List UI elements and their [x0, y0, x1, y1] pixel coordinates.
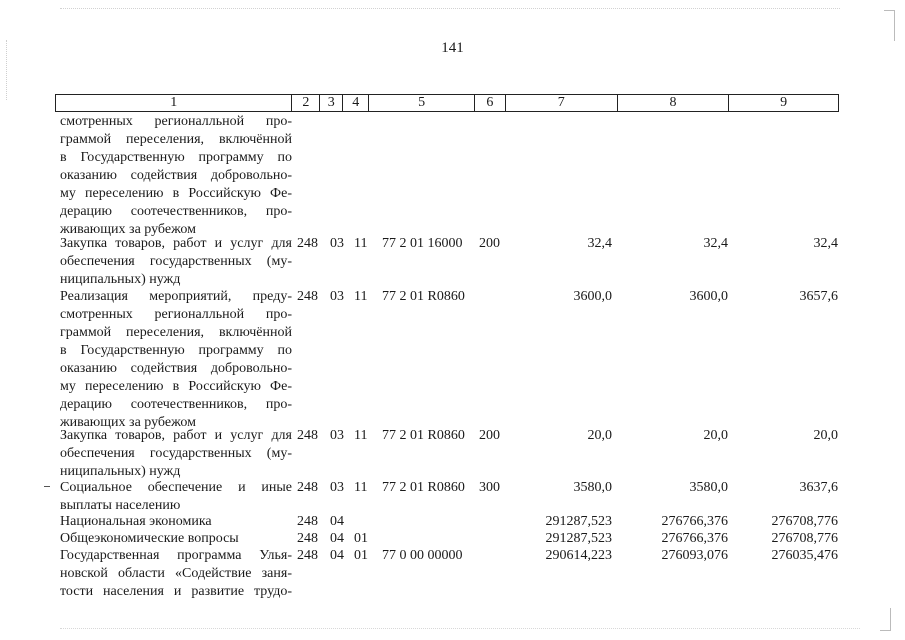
code-section: 03 [330, 428, 344, 443]
amount-col-8: 276766,376 [661, 514, 728, 529]
description-line: Общеэкономические вопросы [60, 531, 239, 546]
code-target-item: 77 2 01 R0860 [382, 428, 465, 443]
description-line: Социальное обеспечение и иные [60, 480, 292, 495]
code-section: 03 [330, 236, 344, 251]
code-section: 04 [330, 548, 344, 563]
description-line: обеспечения государственных (му- [60, 446, 292, 461]
description-line: выплаты населению [60, 498, 181, 513]
code-section: 04 [330, 531, 344, 546]
amount-col-7: 3580,0 [573, 480, 612, 495]
code-subsection: 11 [354, 480, 368, 495]
amount-col-8: 276766,376 [661, 531, 728, 546]
code-subsection: 01 [354, 548, 368, 563]
amount-col-7: 3600,0 [573, 289, 612, 304]
amount-col-7: 291287,523 [545, 514, 612, 529]
description-line: Национальная экономика [60, 514, 212, 529]
scan-corner-bottom-right [880, 608, 891, 631]
code-subsection: 11 [354, 289, 368, 304]
header-col-2: 2 [292, 95, 320, 111]
header-col-3: 3 [320, 95, 343, 111]
code-target-item: 77 2 01 R0860 [382, 289, 465, 304]
amount-col-8: 32,4 [703, 236, 728, 251]
code-admin: 248 [297, 480, 318, 495]
code-expense-type: 300 [479, 480, 500, 495]
code-target-item: 77 2 01 R0860 [382, 480, 465, 495]
header-col-9: 9 [780, 95, 788, 110]
description-line: Закупка товаров, работ и услуг для [60, 236, 292, 251]
description-line: дерацию соотечественников, про- [60, 204, 292, 219]
code-admin: 248 [297, 531, 318, 546]
description-line: обеспечения государственных (му- [60, 254, 292, 269]
amount-col-7: 20,0 [587, 428, 612, 443]
header-col-8: 8 [618, 95, 730, 111]
description-line: граммой переселения, включённой [60, 132, 292, 147]
amount-col-7: 32,4 [587, 236, 612, 251]
amount-col-9: 276708,776 [771, 531, 838, 546]
description-line: ниципальных) нужд [60, 272, 181, 287]
code-admin: 248 [297, 548, 318, 563]
description-line: дерацию соотечественников, про- [60, 397, 292, 412]
description-line: в Государственную программу по [60, 343, 292, 358]
margin-mark [44, 486, 50, 487]
description-line: живающих за рубежом [60, 222, 196, 237]
description-line: оказанию содействия добровольно- [60, 361, 292, 376]
scan-edge-top [60, 8, 840, 9]
code-target-item: 77 0 00 00000 [382, 548, 463, 563]
header-col-7: 7 [506, 95, 618, 111]
amount-col-9: 3657,6 [799, 289, 838, 304]
amount-col-8: 3580,0 [689, 480, 728, 495]
amount-col-8: 3600,0 [689, 289, 728, 304]
amount-col-7: 291287,523 [545, 531, 612, 546]
row-description [60, 235, 292, 289]
description-line: Государственная программа Улья- [60, 548, 292, 563]
code-section: 03 [330, 480, 344, 495]
description-line: смотренных регионалльной про- [60, 307, 292, 322]
description-line: тости населения и развитие трудо- [60, 584, 292, 599]
code-subsection: 01 [354, 531, 368, 546]
code-admin: 248 [297, 289, 318, 304]
description-line: Реализация мероприятий, преду- [60, 289, 292, 304]
description-line: новской области «Содействие заня- [60, 566, 292, 581]
code-expense-type: 200 [479, 236, 500, 251]
row-description [60, 530, 292, 547]
amount-col-9: 3637,6 [799, 480, 838, 495]
code-expense-type: 200 [479, 428, 500, 443]
description-line: му переселению в Российскую Фе- [60, 186, 292, 201]
code-section: 03 [330, 289, 344, 304]
code-section: 04 [330, 514, 344, 529]
description-line: живающих за рубежом [60, 415, 196, 430]
description-line: му переселению в Российскую Фе- [60, 379, 292, 394]
row-description [60, 427, 292, 481]
code-admin: 248 [297, 428, 318, 443]
amount-col-9: 32,4 [813, 236, 838, 251]
description-line: Закупка товаров, работ и услуг для [60, 428, 292, 443]
description-line: смотренных регионалльной про- [60, 114, 292, 129]
header-col-6: 6 [475, 95, 506, 111]
amount-col-8: 276093,076 [661, 548, 728, 563]
code-target-item: 77 2 01 16000 [382, 236, 463, 251]
row-description [60, 513, 292, 530]
amount-col-7: 290614,223 [545, 548, 612, 563]
row-description [60, 479, 292, 515]
amount-col-9: 20,0 [813, 428, 838, 443]
row-description [60, 113, 292, 239]
table-header [55, 94, 839, 112]
scan-edge-bottom [60, 628, 860, 629]
row-description [60, 547, 292, 601]
row-description [60, 288, 292, 432]
amount-col-9: 276035,476 [771, 548, 838, 563]
header-col-1: 1 [56, 95, 292, 111]
scan-corner-top-right [884, 10, 895, 41]
code-subsection: 11 [354, 428, 368, 443]
code-admin: 248 [297, 514, 318, 529]
header-col-5: 5 [369, 95, 475, 111]
description-line: ниципальных) нужд [60, 464, 181, 479]
header-col-4: 4 [343, 95, 369, 111]
description-line: оказанию содействия добровольно- [60, 168, 292, 183]
page-number: 141 [441, 40, 464, 56]
description-line: граммой переселения, включённой [60, 325, 292, 340]
description-line: в Государственную программу по [60, 150, 292, 165]
code-subsection: 11 [354, 236, 368, 251]
amount-col-8: 20,0 [703, 428, 728, 443]
amount-col-9: 276708,776 [771, 514, 838, 529]
code-admin: 248 [297, 236, 318, 251]
